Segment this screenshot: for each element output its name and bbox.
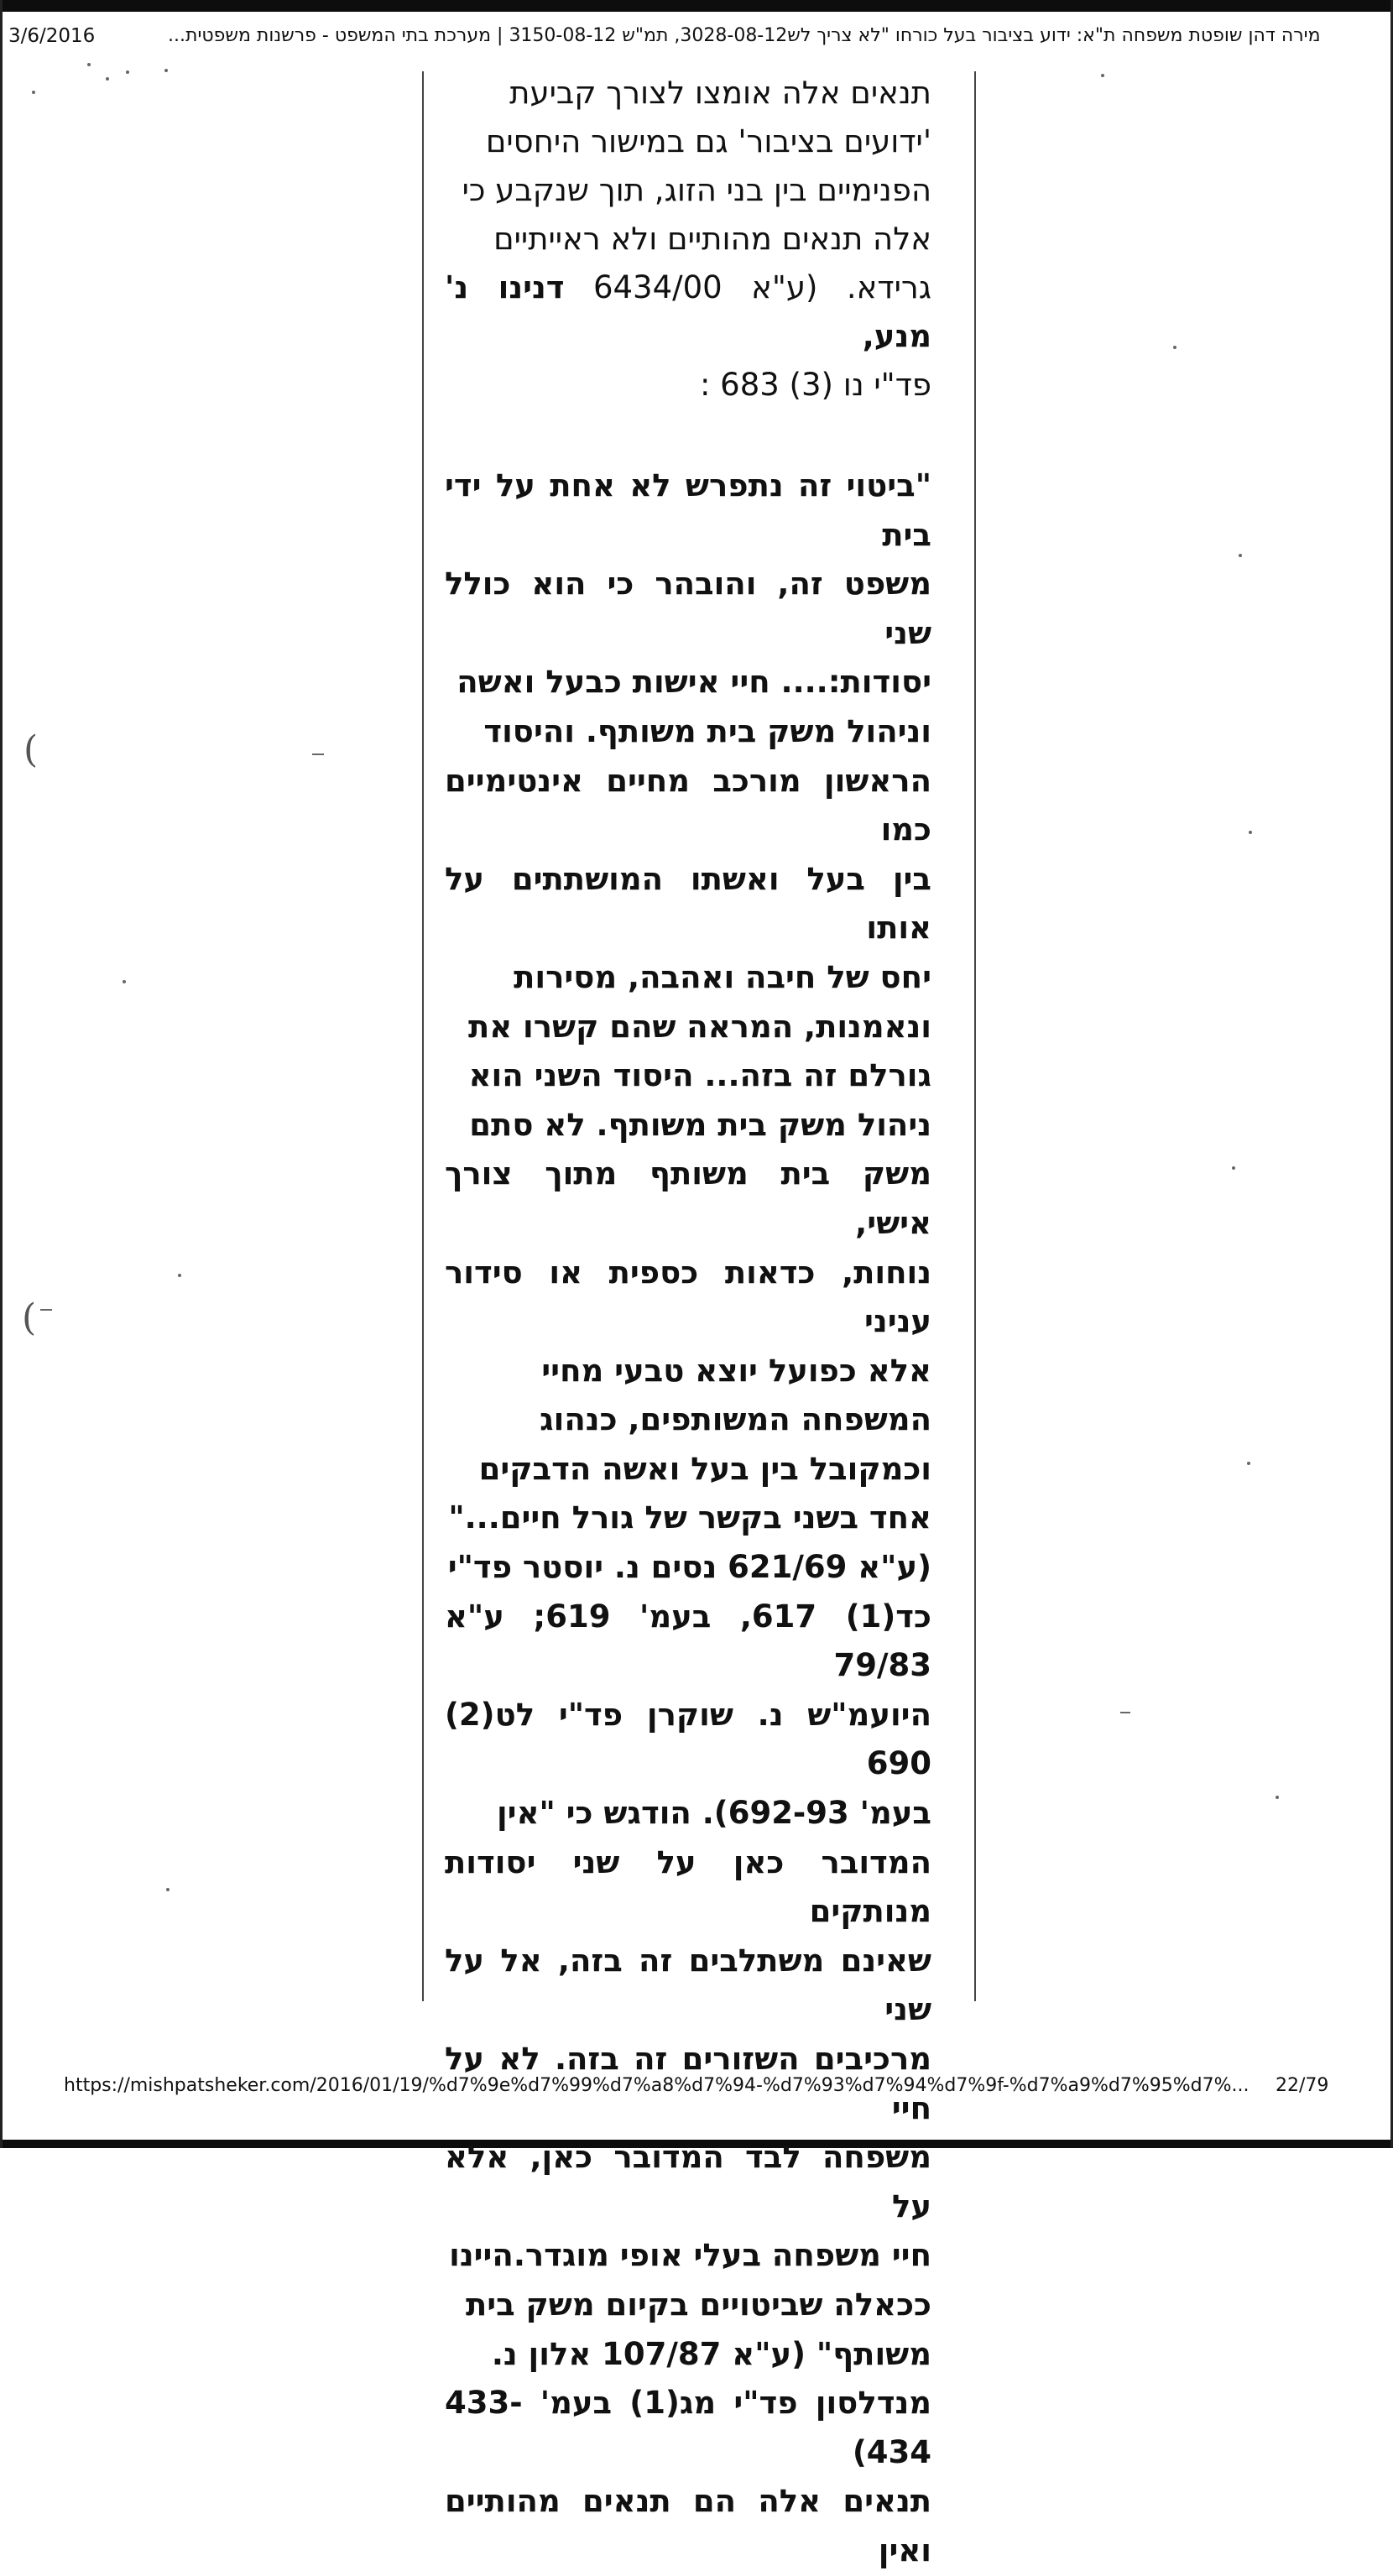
intro-line: אלה תנאים מהותיים ולא ראייתיים: [493, 221, 931, 257]
quote-line: יסודות:.... חיי אישות כבעל ואשה: [457, 664, 931, 701]
quote-line: אלא כפועל יוצא טבעי מחיי: [541, 1352, 931, 1389]
intro-line: הפנימיים בין בני הזוג, תוך שנקבע כי: [462, 172, 931, 208]
quote-line: בעמ' 692-93). הודגש כי "אין: [496, 1795, 931, 1832]
scan-dot: [1276, 1796, 1279, 1799]
scan-artifact: [1120, 1712, 1130, 1713]
scan-dot: [1173, 346, 1176, 349]
scan-dot: [123, 980, 126, 983]
quote-line: כד(1) 617, בעמ' 619; ע"א 79/83: [445, 1598, 931, 1684]
quote-line: ניהול משק בית משותף. לא סתם: [469, 1106, 931, 1143]
scan-artifact: [312, 754, 324, 755]
left-scan-edge: [0, 0, 3, 2148]
quote-line: שאינם משתלבים זה בזה, אל על שני: [445, 1942, 931, 2028]
intro-reference-end: פד"י נו (3) 683 :: [699, 367, 931, 403]
scan-dot: [164, 69, 168, 72]
print-date: 3/6/2016: [8, 25, 96, 47]
scan-dot: [1247, 1462, 1250, 1465]
quote-line: המדובר כאן על שני יסודות מנותקים: [445, 1843, 931, 1930]
column-rule-left: [422, 71, 424, 2001]
scan-dot: [178, 1274, 181, 1277]
quote-line: משפחה לבד המדובר כאן, אלא על: [445, 2139, 931, 2224]
quote-line: מרכיבים השזורים זה בזה. לא על חיי: [445, 2041, 931, 2126]
intro-line: 'ידועים בציבור' גם במישור היחסים: [485, 123, 931, 159]
scan-artifact: [40, 1309, 52, 1311]
scan-dot: [126, 70, 129, 74]
quote-line: נוחות, כדאות כספית או סידור עניני: [445, 1254, 931, 1340]
scan-dot: [106, 77, 109, 81]
print-page-title: מירה דהן שופטת משפחה ת"א: ידוע בציבור בעל כורחו "לא צריך לש3028-08-12, תמ"ש 3150-08-12 | מערכת בתי המשפט - פרשנות משפטית...: [168, 25, 1321, 46]
quote-line: וניהול משק בית משותף. והיסוד: [483, 712, 931, 749]
scan-dot: [166, 1888, 170, 1891]
quote-line: ככאלה שביטויים בקיום משק בית: [465, 2286, 931, 2323]
scan-dot: [1232, 1166, 1235, 1170]
quote-line: תנאים אלה הם תנאים מהותיים ואין: [445, 2483, 931, 2568]
quote-line: חיי משפחה בעלי אופי מוגדר.היינו: [449, 2237, 931, 2274]
scan-dot: [1101, 74, 1104, 77]
intro-line: תנאים אלה אומצו לצורך קביעת: [509, 75, 931, 111]
scan-dot: [87, 63, 91, 66]
quote-line: גורלם זה בזה... היסוד השני הוא: [468, 1057, 931, 1094]
scan-dot: [32, 91, 35, 94]
page-number: 22/79: [1276, 2075, 1329, 2096]
quote-line: וכמקובל בין בעל ואשה הדבקים: [478, 1450, 931, 1487]
quote-line: היועמ"ש נ. שוקרן פד"י לט(2) 690: [445, 1696, 931, 1782]
quote-line: אחד בשני בקשר של גורל חיים...": [448, 1499, 931, 1536]
quote-line: מנדלסון פד"י מג(1) בעמ' 433-434): [445, 2385, 932, 2470]
text-column: [445, 69, 931, 2576]
quote-line: יחס של חיבה ואהבה, מסירות: [514, 958, 931, 995]
column-rule-right: [974, 71, 976, 2001]
scan-dot: [1239, 554, 1242, 557]
intro-paragraph: [445, 69, 931, 409]
quoted-paragraph: [445, 461, 931, 2576]
quote-line: בין בעל ואשתו המושתתים על אותו: [445, 860, 931, 946]
quote-line: משפט זה, והובהר כי הוא כולל שני: [445, 566, 931, 651]
quote-line: משק בית משותף מתוך צורך אישי,: [445, 1155, 931, 1241]
case-name: דנינו נ' מנע,: [445, 269, 931, 354]
quote-line: המשפחה המשותפים, כנהוג: [540, 1401, 931, 1438]
source-url: https://mishpatsheker.com/2016/01/19/%d7%9e%d7%99%d7%a8%d7%94-%d7%93%d7%94%d7%9f-%d7%a9%d7%95%d7%...: [64, 2075, 1250, 2096]
quote-line: ונאמנות, המראה שהם קשרו את: [467, 1008, 931, 1045]
top-scan-border: [0, 0, 1393, 12]
intro-reference: גרידא. (ע"א 6434/00: [592, 269, 931, 305]
scan-bracket-mark: (: [23, 728, 39, 771]
quote-line: הראשון מורכב מחיים אינטימיים כמו: [445, 762, 931, 848]
quote-line: "ביטוי זה נתפרש לא אחת על ידי בית: [445, 467, 931, 553]
scan-dot: [1249, 831, 1252, 834]
quote-line: (ע"א 621/69 נסים נ. יוסטר פד"י: [447, 1549, 931, 1586]
quote-line: משותף" (ע"א 107/87 אלון נ.: [491, 2335, 931, 2372]
scan-bracket-mark: (: [22, 1296, 37, 1339]
